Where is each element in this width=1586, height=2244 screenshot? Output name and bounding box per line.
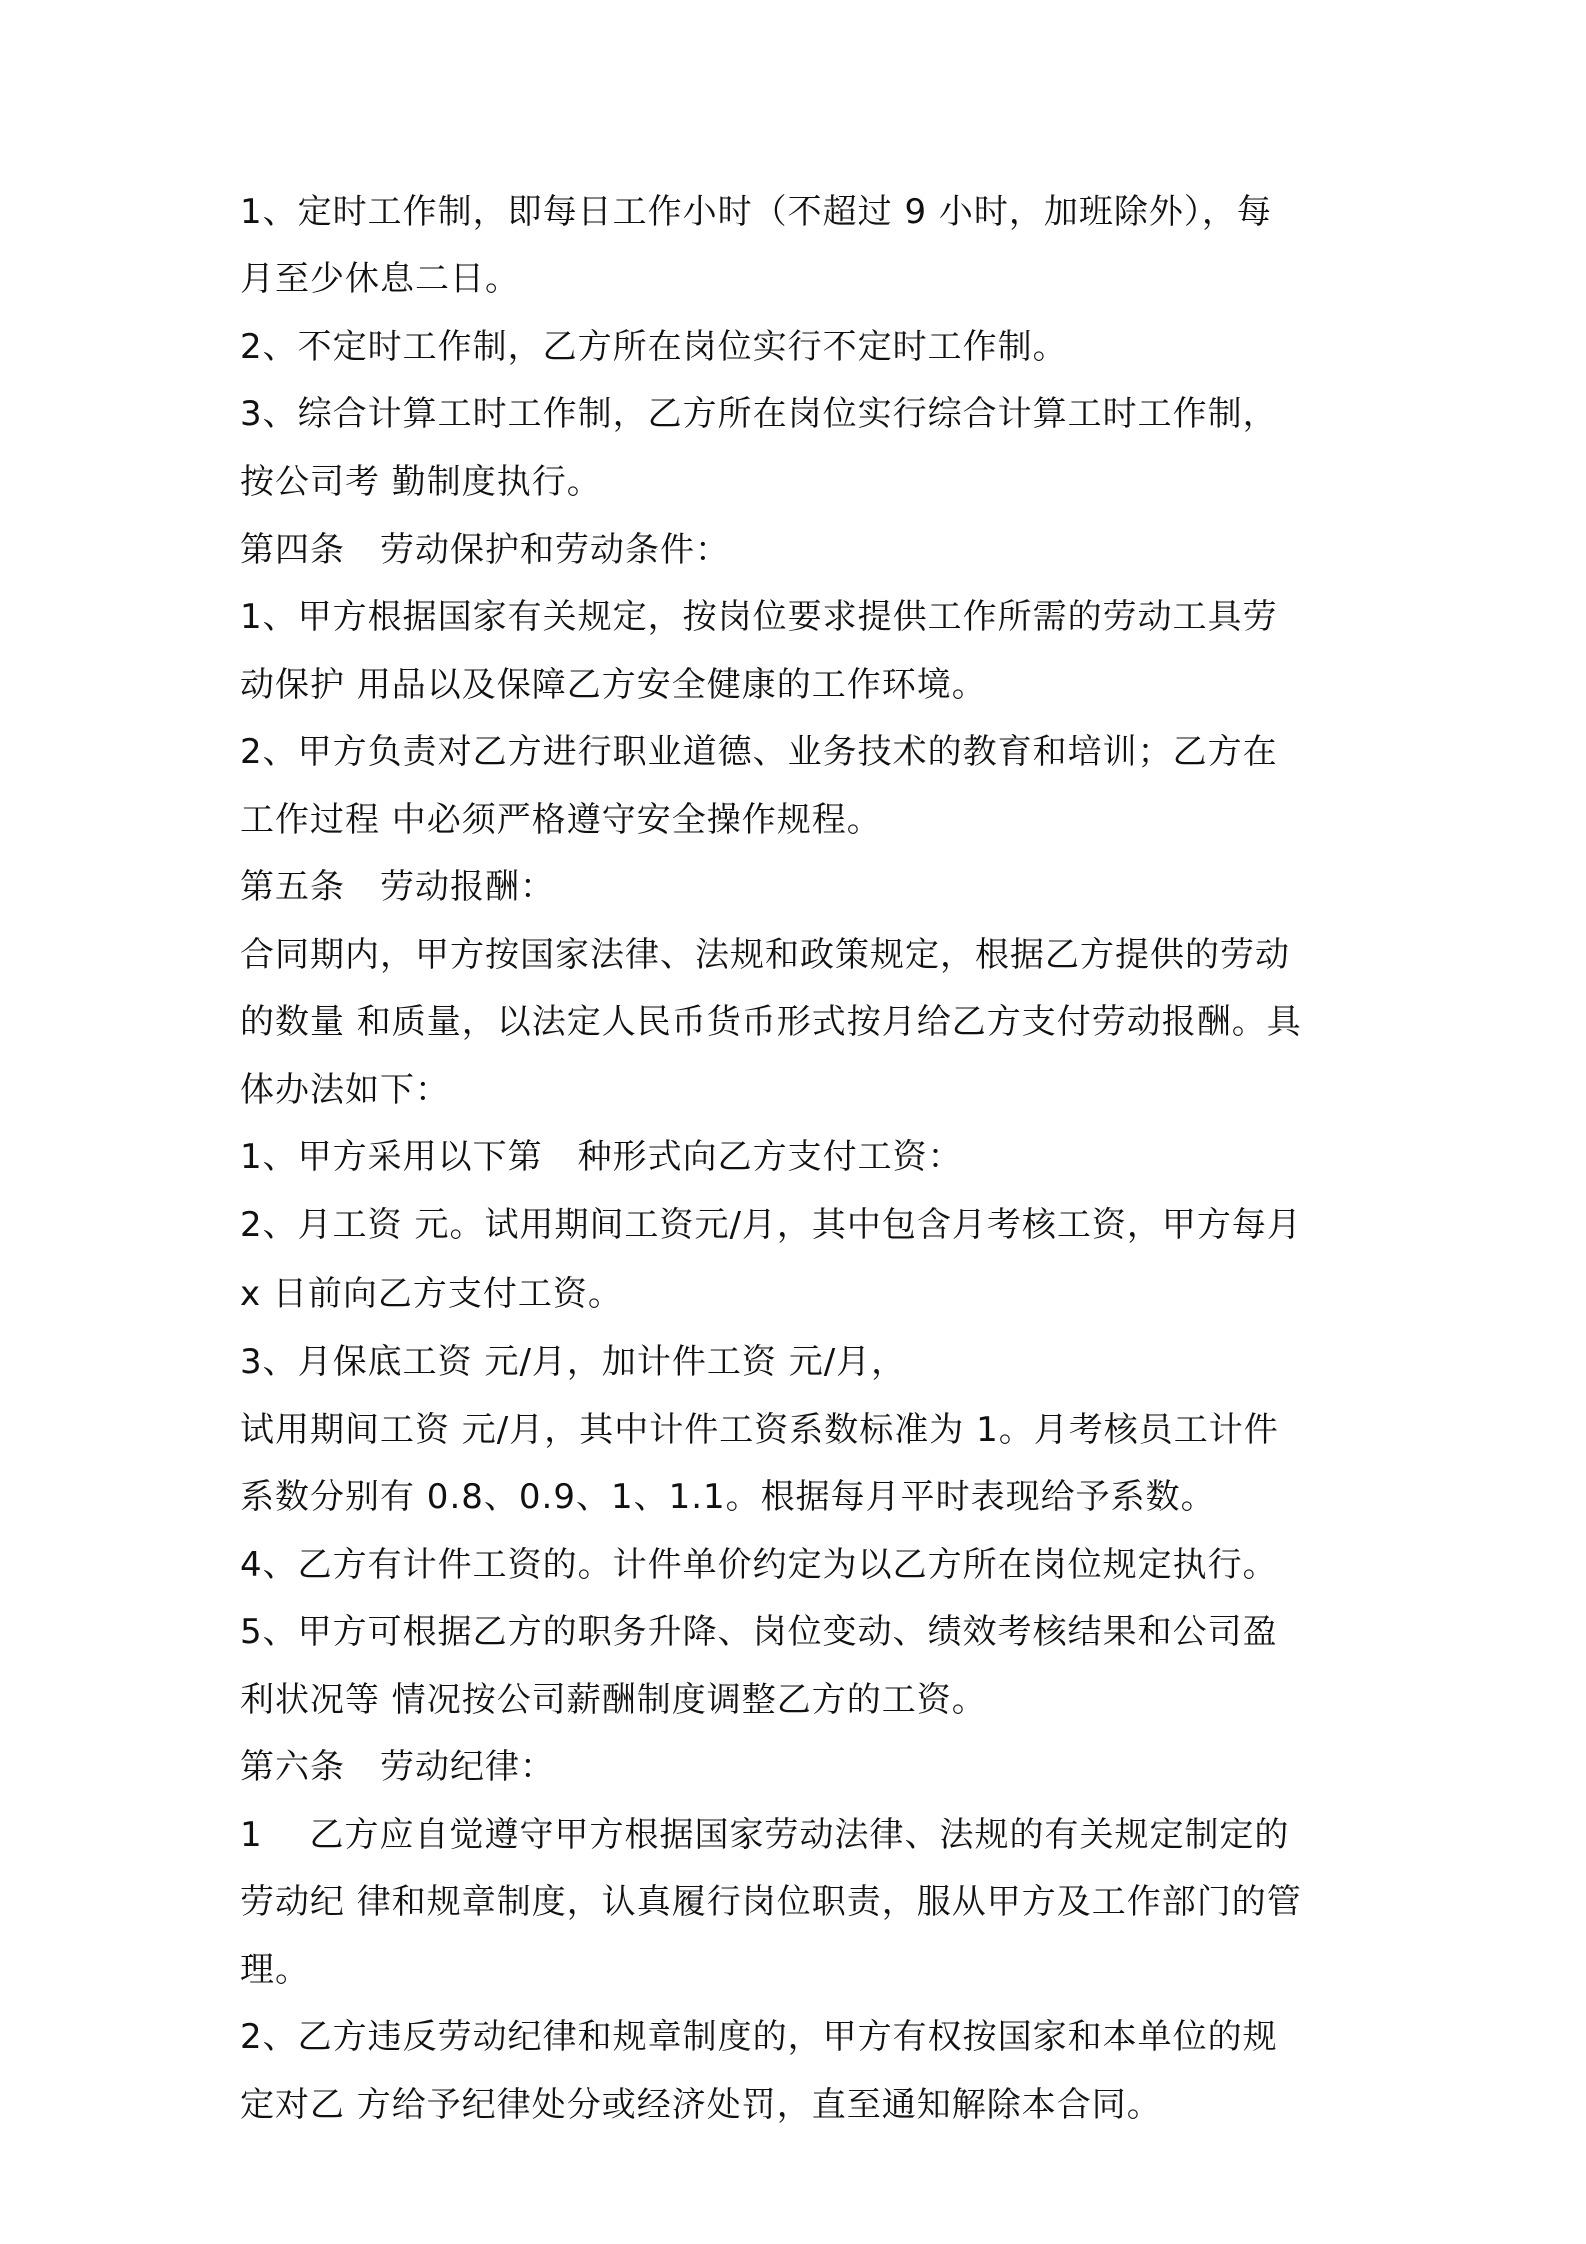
text-line: 2、乙方违反劳动纪律和规章制度的，甲方有权按国家和本单位的规 (240, 2017, 1278, 2057)
text-line: 定对乙 方给予纪律处分或经济处罚，直至通知解除本合同。 (240, 2085, 1162, 2125)
text-line: 系数分别有 0.8、0.9、1、1.1。根据每月平时表现给予系数。 (240, 1477, 1216, 1517)
text-line: 合同期内，甲方按国家法律、法规和政策规定，根据乙方提供的劳动 (240, 935, 1290, 975)
text-line: 2、甲方负责对乙方进行职业道德、业务技术的教育和培训；乙方在 (240, 732, 1278, 772)
text-line: 3、综合计算工时工作制，乙方所在岗位实行综合计算工时工作制， (240, 394, 1278, 434)
text-line: 2、不定时工作制，乙方所在岗位实行不定时工作制。 (240, 327, 1068, 367)
section-heading: 第五条 劳动报酬： (240, 867, 555, 907)
text-line: 体办法如下： (240, 1070, 450, 1110)
text-line: 动保护 用品以及保障乙方安全健康的工作环境。 (240, 665, 987, 705)
text-line: 1、甲方采用以下第 种形式向乙方支付工资： (240, 1137, 963, 1177)
text-line: 利状况等 情况按公司薪酬制度调整乙方的工资。 (240, 1680, 987, 1720)
text-line: 1、定时工作制，即每日工作小时（不超过 9 小时，加班除外），每 (240, 192, 1272, 232)
text-line: 的数量 和质量，以法定人民币货币形式按月给乙方支付劳动报酬。具 (240, 1002, 1302, 1042)
text-line: 5、甲方可根据乙方的职务升降、岗位变动、绩效考核结果和公司盈 (240, 1612, 1278, 1652)
text-line: 按公司考 勤制度执行。 (240, 462, 602, 502)
text-line: 理。 (240, 1950, 310, 1990)
text-line: 1 乙方应自觉遵守甲方根据国家劳动法律、法规的有关规定制定的 (240, 1815, 1290, 1855)
text-line: 工作过程 中必须严格遵守安全操作规程。 (240, 800, 882, 840)
text-line: 试用期间工资 元/月，其中计件工资系数标准为 1。月考核员工计件 (240, 1410, 1279, 1450)
section-heading: 第六条 劳动纪律： (240, 1747, 555, 1787)
text-line: 劳动纪 律和规章制度，认真履行岗位职责，服从甲方及工作部门的管 (240, 1882, 1302, 1922)
text-line: x 日前向乙方支付工资。 (240, 1274, 623, 1314)
text-line: 4、乙方有计件工资的。计件单价约定为以乙方所在岗位规定执行。 (240, 1545, 1278, 1585)
text-line: 2、月工资 元。试用期间工资元/月，其中包含月考核工资，甲方每月 (240, 1205, 1302, 1245)
text-line: 1、甲方根据国家有关规定，按岗位要求提供工作所需的劳动工具劳 (240, 597, 1278, 637)
text-line: 月至少休息二日。 (240, 259, 520, 299)
section-heading: 第四条 劳动保护和劳动条件： (240, 530, 730, 570)
text-line: 3、月保底工资 元/月，加计件工资 元/月， (240, 1342, 907, 1382)
